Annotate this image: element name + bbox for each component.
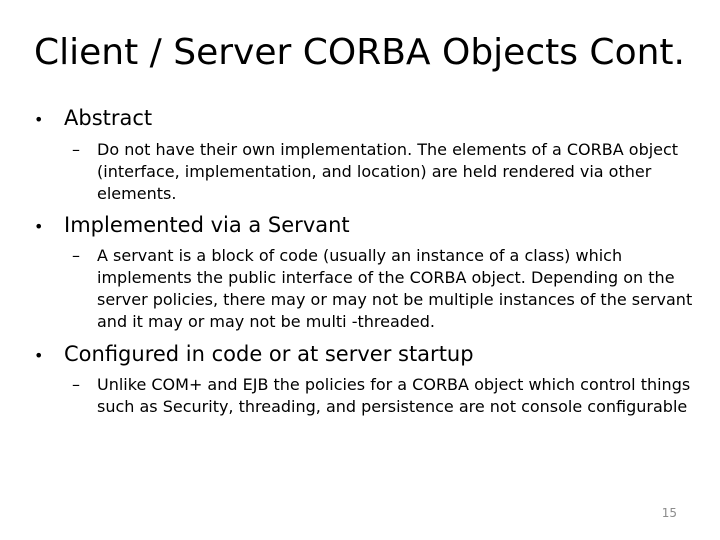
dash-icon: – <box>72 140 80 159</box>
bullet-text: Implemented via a Servant <box>64 213 350 237</box>
slide-content <box>34 104 694 418</box>
bullet-dot-icon: • <box>34 110 44 129</box>
sub-bullet-text: Do not have their own implementation. The elements of a CORBA object (interface, implementation, and location) are held rendered via other elements. <box>97 140 679 203</box>
page-number: 15 <box>661 506 677 520</box>
bullet-item <box>34 211 694 241</box>
sub-bullet-item <box>72 374 694 418</box>
bullet-text: Abstract <box>64 106 153 130</box>
slide-title: Client / Server CORBA Objects Cont. <box>34 32 685 73</box>
sub-bullet-item <box>72 245 694 333</box>
bullet-text: Configured in code or at server startup <box>64 342 474 366</box>
sub-bullet-item <box>72 139 694 205</box>
bullet-dot-icon: • <box>34 346 44 365</box>
sub-bullet-text: Unlike COM+ and EJB the policies for a CORBA object which control things such as Security, threading, and persistence are not console configurable <box>97 375 691 416</box>
bullet-item <box>34 340 694 370</box>
bullet-dot-icon: • <box>34 217 44 236</box>
bullet-item <box>34 104 694 134</box>
dash-icon: – <box>72 375 80 394</box>
dash-icon: – <box>72 246 80 265</box>
sub-bullet-text: A servant is a block of code (usually an instance of a class) which implements the public interface of the CORBA object. Depending on the server policies, there may or may not be multiple instances of the servant and it may or may not be multi -threaded. <box>97 246 693 331</box>
